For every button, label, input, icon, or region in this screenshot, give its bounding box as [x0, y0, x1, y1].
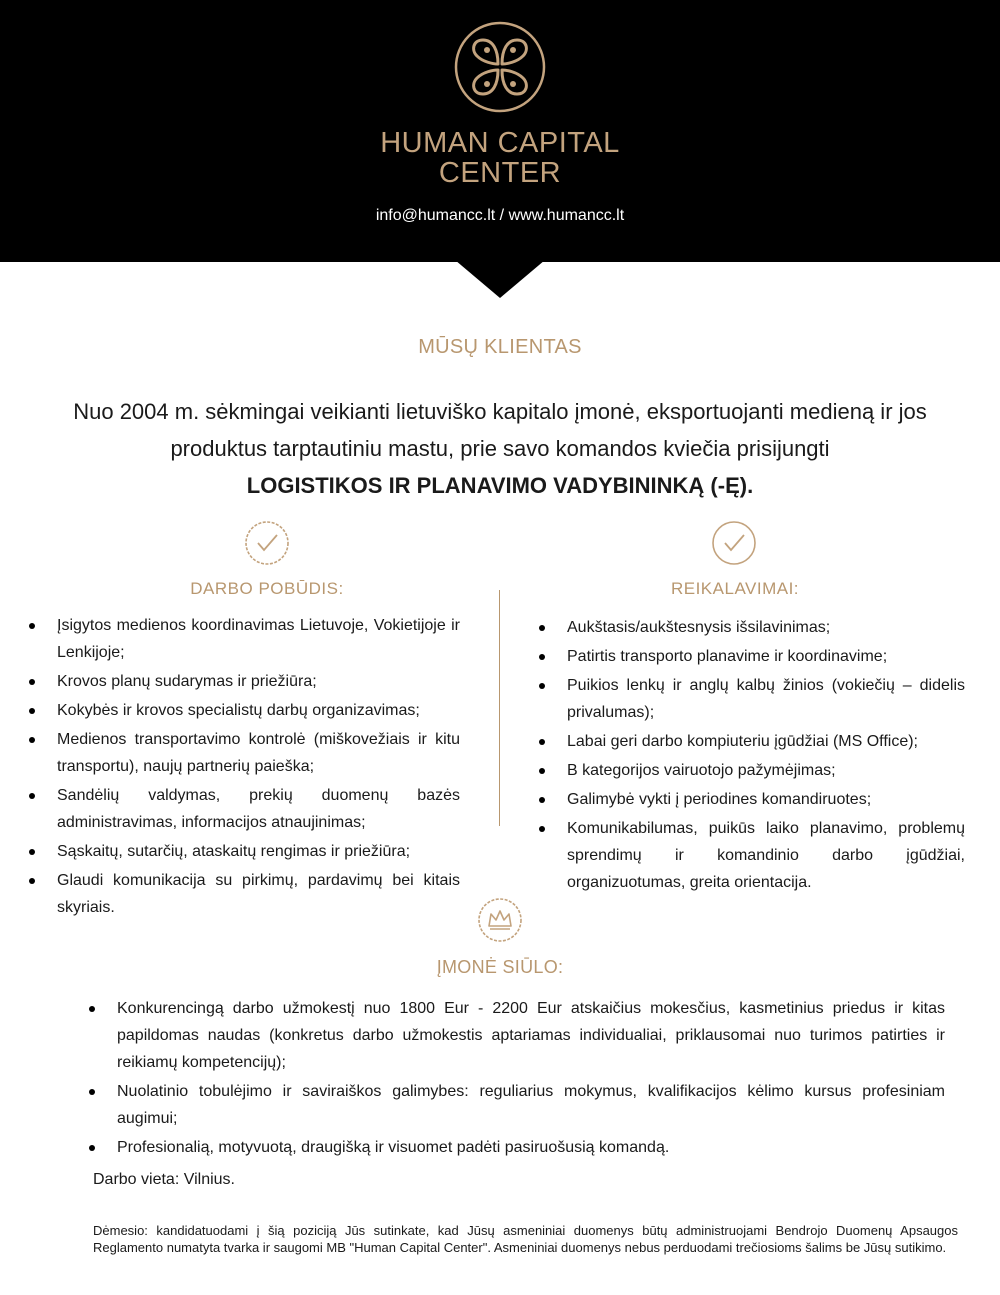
list-item: Puikios lenkų ir anglų kalbų žinios (vokiečių – didelis privalumas);: [535, 672, 965, 726]
clover-logo-icon: [453, 20, 547, 114]
header-banner: [0, 0, 1000, 262]
list-item: Profesionalią, motyvuotą, draugišką ir visuomet padėti pasiruošusią komandą.: [87, 1134, 945, 1161]
list-item: Konkurencingą darbo užmokestį nuo 1800 Eur - 2200 Eur atskaičius mokesčius, kasmetinius priedus ir kitas papildomas naudas (konkretus darbo užmokestis aptariamas individualiai, priklausomai nuo turimos patirties ir reikiamų kompetencijų);: [87, 995, 945, 1076]
list-item: Komunikabilumas, puikūs laiko planavimo, problemų sprendimų ir komandinio darbo įgūdžiai, organizuotumas, greita orientacija.: [535, 815, 965, 896]
list-item: Sąskaitų, sutarčių, ataskaitų rengimas ir priežiūra;: [25, 838, 460, 865]
duties-title: DARBO POBŪDIS:: [190, 579, 344, 598]
requirements-title: REIKALAVIMAI:: [670, 579, 800, 598]
list-item: Aukštasis/aukštesnysis išsilavinimas;: [535, 614, 965, 641]
list-item: B kategorijos vairuotojo pažymėjimas;: [535, 757, 965, 784]
list-item: Nuolatinio tobulėjimo ir saviraiškos galimybes: reguliarius mokymus, kvalifikacijos kėlimo kursus profesiniam augimui;: [87, 1078, 945, 1132]
position-title: LOGISTIKOS IR PLANAVIMO VADYBININKĄ (-Ę).: [246, 473, 754, 498]
duties-list: [25, 612, 460, 923]
list-item: Sandėlių valdymas, prekių duomenų bazės administravimas, informacijos atnaujinimas;: [25, 782, 460, 836]
list-item: Patirtis transporto planavime ir koordinavime;: [535, 643, 965, 670]
list-item: Kokybės ir krovos specialistų darbų organizavimas;: [25, 697, 460, 724]
client-intro-text: Nuo 2004 m. sėkmingai veikianti lietuviško kapitalo įmonė, eksportuojanti medieną ir jos produktus tarptautiniu mastu, prie savo komandos kviečia prisijungti: [73, 399, 927, 461]
list-item: Medienos transportavimo kontrolė (miškovežiais ir kitu transportu), naujų partnerių paieška;: [25, 726, 460, 780]
crown-circle-icon: [477, 897, 523, 943]
client-intro: [50, 393, 950, 504]
brand-name-line2: CENTER: [438, 157, 562, 189]
privacy-disclaimer: Dėmesio: kandidatuodami į šią poziciją Jūs sutinkate, kad Jūsų asmeniniai duomenys būtų administruojami Bendrojo Duomenų Apsaugos Reglamento numatyta tvarka ir saugomi MB "Human Capital Center". Asmeniniai duomenys nebus perduodami trečiosioms šalims be Jūsų sutikimo.: [93, 1223, 958, 1255]
list-item: Labai geri darbo kompiuteriu įgūdžiai (MS Office);: [535, 728, 965, 755]
header-notch: [455, 260, 545, 298]
check-circle-icon: [711, 520, 757, 566]
client-section-title: MŪSŲ KLIENTAS: [418, 336, 582, 358]
offers-title: ĮMONĖ SIŪLO:: [436, 957, 564, 977]
list-item: Įsigytos medienos koordinavimas Lietuvoje, Vokietijoje ir Lenkijoje;: [25, 612, 460, 666]
requirements-list: [535, 614, 965, 898]
column-divider: [499, 590, 500, 826]
contact-info[interactable]: info@humancc.lt / www.humancc.lt: [375, 207, 625, 224]
list-item: Glaudi komunikacija su pirkimų, pardavimų bei kitais skyriais.: [25, 867, 460, 921]
check-circle-icon: [244, 520, 290, 566]
brand-name-line1: HUMAN CAPITAL: [380, 127, 620, 159]
offers-list: [87, 995, 945, 1163]
workplace-text: Darbo vieta: Vilnius.: [93, 1171, 235, 1188]
list-item: Galimybė vykti į periodines komandiruotes;: [535, 786, 965, 813]
list-item: Krovos planų sudarymas ir priežiūra;: [25, 668, 460, 695]
